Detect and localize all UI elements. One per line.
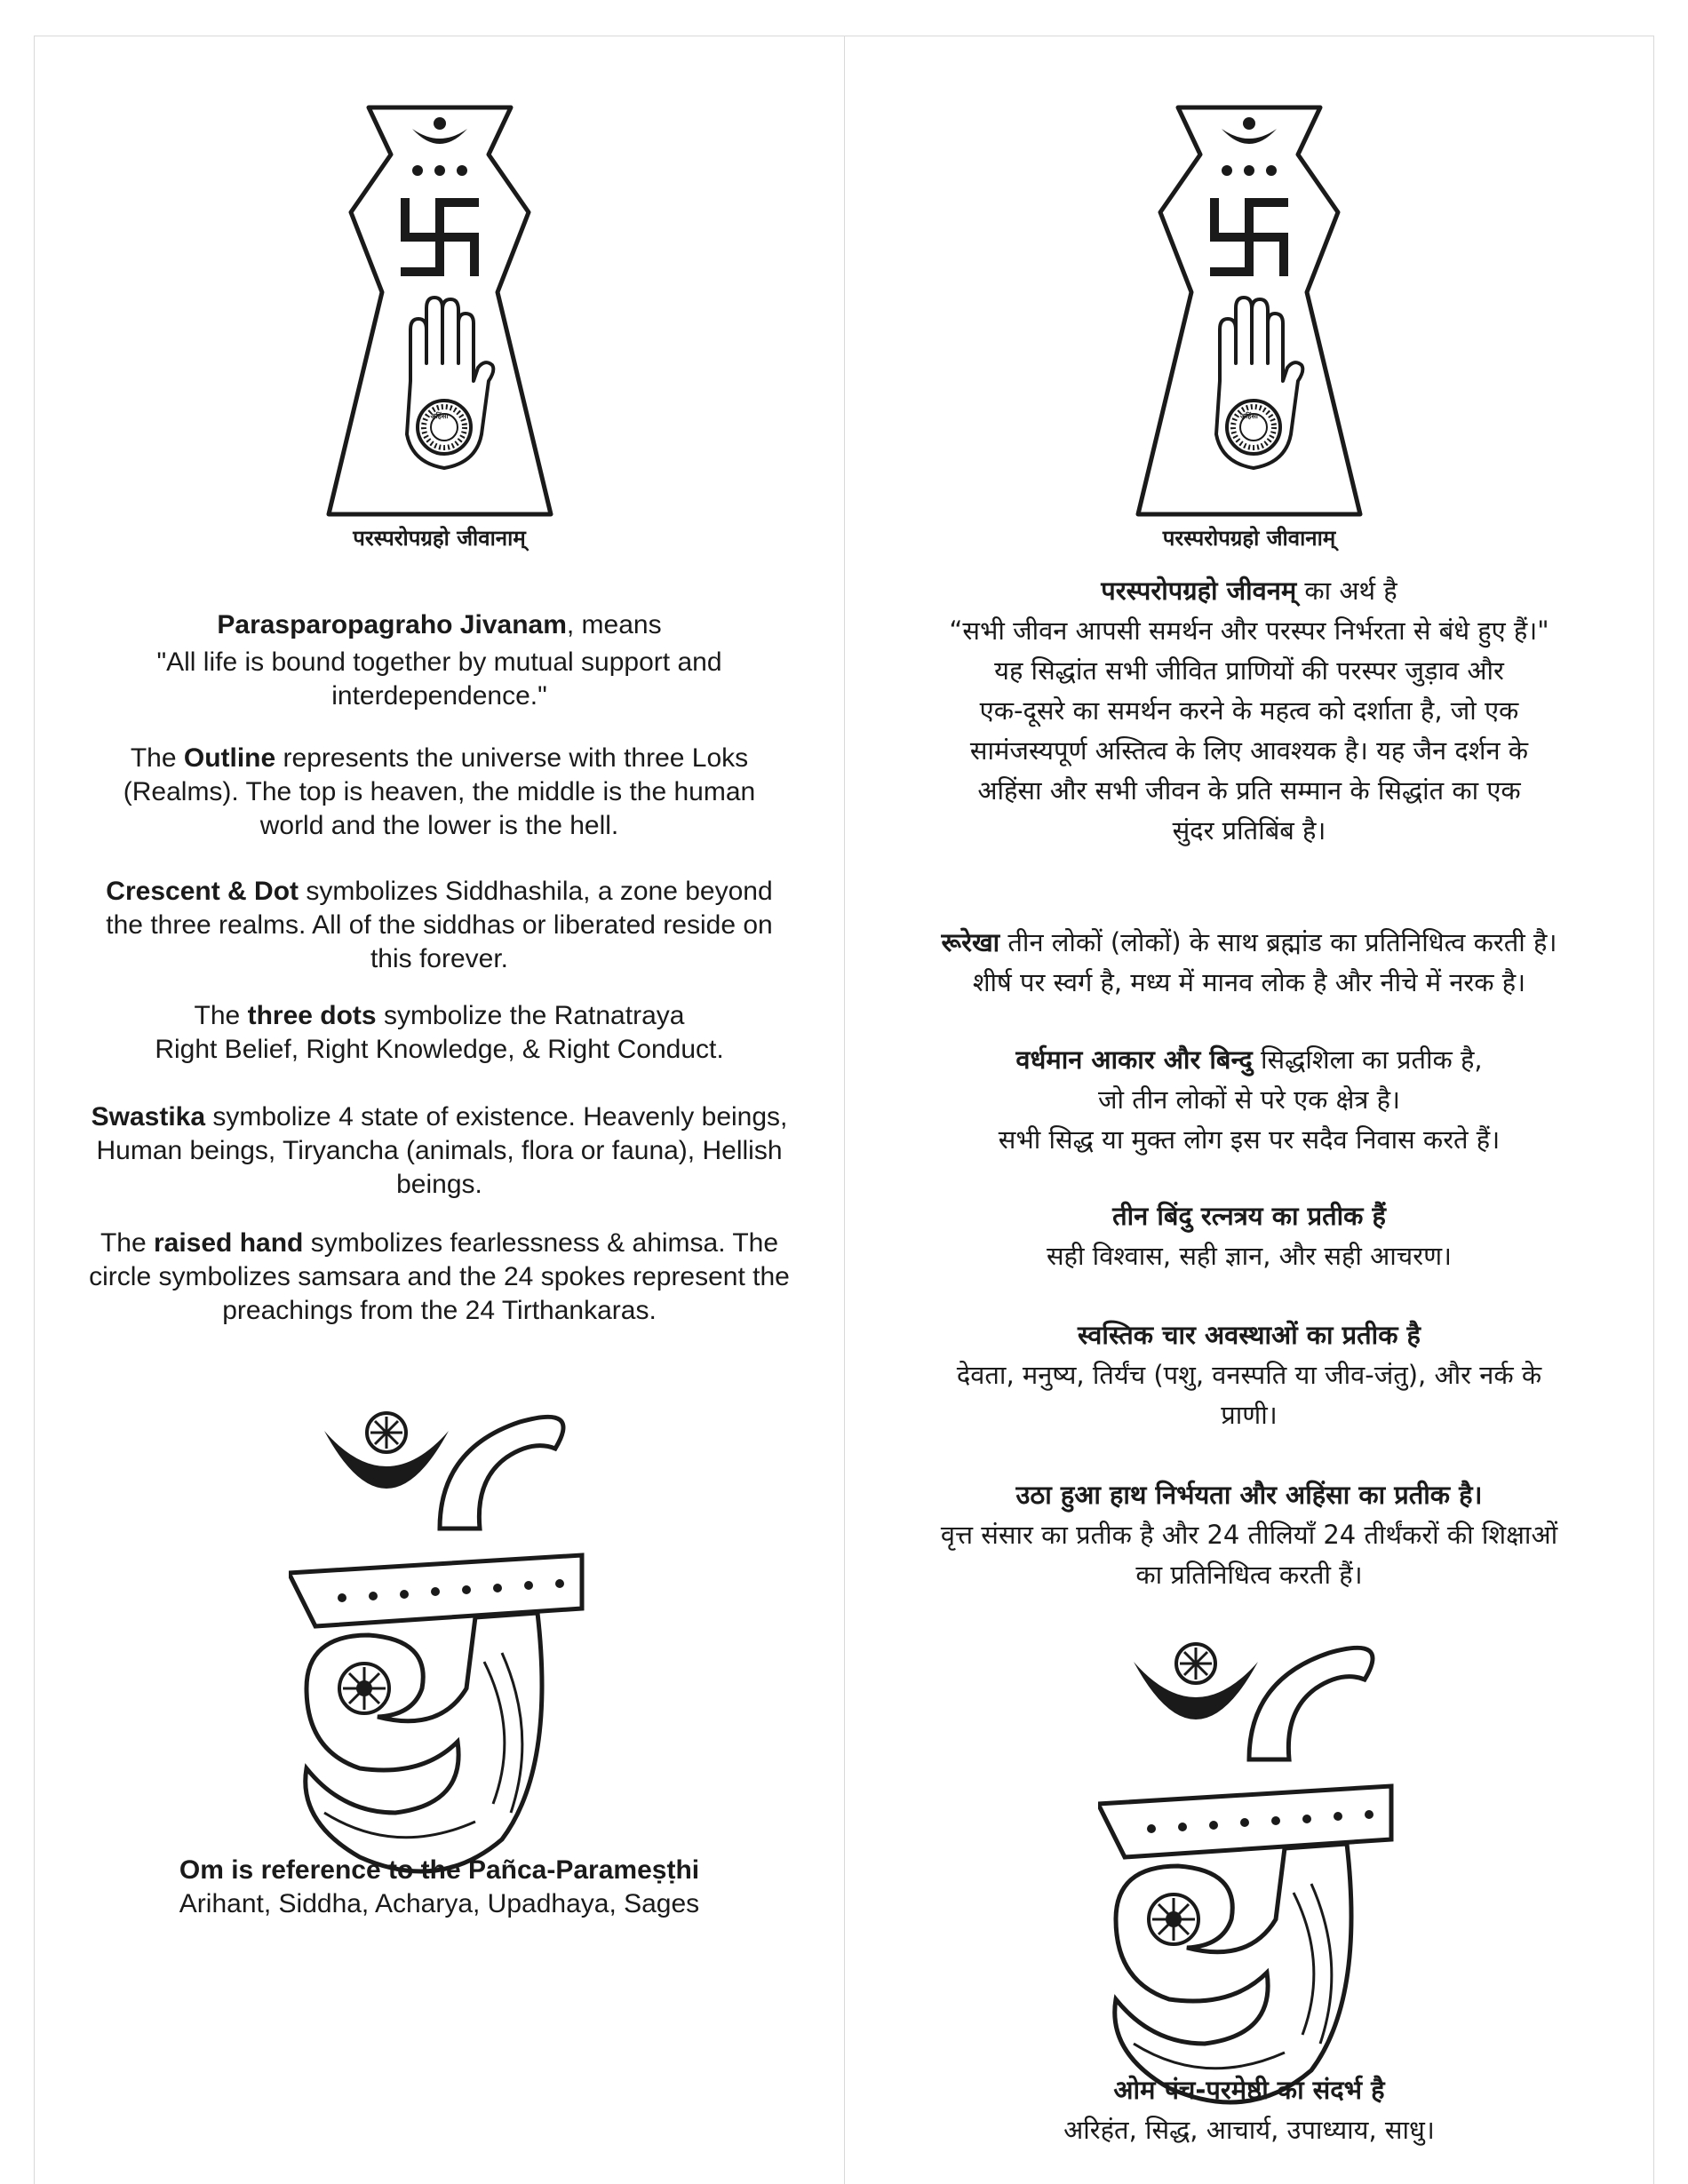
intro-block	[88, 608, 791, 713]
hand-text: symbolizes fearlessness & ahimsa. The circle symbolizes samsara and the 24 spokes represent the preachings from the 24 Tirthankaras.	[89, 1228, 790, 1325]
emblem-caption-hindi: परस्परोपग्रहो जीवानाम्	[1162, 526, 1336, 551]
jain-om	[35, 1395, 844, 1897]
hindi-panel	[844, 36, 1654, 2184]
swastika-block	[88, 1100, 791, 1202]
outline-text: represents the universe with three Loks (Realms). The top is heaven, the middle is the human world and the lower is the hell.	[123, 743, 756, 840]
om-names-hindi: अरिहंत, सिद्ध, आचार्य, उपाध्याय, साधु।	[1063, 2115, 1435, 2145]
jain-emblem	[35, 97, 844, 536]
crescent-term-hindi: वर्धमान आकार और बिन्दु	[1015, 1044, 1253, 1075]
hand-title-hindi: उठा हुआ हाथ निर्भयता और अहिंसा का प्रतीक है।	[1015, 1480, 1483, 1510]
om-names: Arihant, Siddha, Acharya, Upadhaya, Sages	[179, 1889, 700, 1918]
swastika-text: symbolize 4 state of existence. Heavenly beings, Human beings, Tiryancha (animals, flora or fauna), Hellish beings.	[96, 1102, 788, 1199]
jain-prateek-icon	[320, 97, 560, 532]
intro-block-hindi: परस्परोपग्रहो जीवनम् का अर्थ है “सभी जीवन आपसी समर्थन और परस्पर निर्भरता से बंधे हुए हैं।" यह सिद्धांत सभी जीवित प्राणियों की परस्पर जुड़ाव और एक-दूसरे का समर्थन करने के महत्व को दर्शाता है, जो एक सामंजस्यपूर्ण अस्तित्व के लिए आवश्यक है। यह जैन दर्शन के अहिंसा और सभी जीवन के प्रति सम्मान के सिद्धांत का एक सुंदर प्रतिबिंब है।	[863, 571, 1636, 851]
om-title-hindi: ओम पंच-परमेष्ठी का संदर्भ है	[1113, 2075, 1385, 2105]
swastika-term: Swastika	[91, 1102, 206, 1132]
intro-term: Parasparopagraho Jivanam	[217, 610, 567, 639]
jain-prateek-icon	[1129, 97, 1369, 532]
dots-line2: Right Belief, Right Knowledge, & Right Conduct.	[155, 1035, 724, 1064]
chakra-label: अहिंसा	[430, 412, 449, 420]
om-block	[88, 1854, 791, 1921]
chakra-label: अहिंसा	[1240, 412, 1258, 420]
jain-om-icon	[1098, 1626, 1400, 2124]
emblem-caption: परस्परोपग्रहो जीवानाम्	[353, 526, 526, 551]
crescent-block-hindi: वर्धमान आकार और बिन्दु सिद्धशिला का प्रतीक है, जो तीन लोकों से परे एक क्षेत्र है। सभी सिद्ध या मुक्त लोग इस पर सदैव निवास करते हैं।	[998, 1044, 1501, 1155]
om-block-hindi	[863, 2070, 1636, 2150]
outline-block-hindi: रूरेखा तीन लोकों (लोकों) के साथ ब्रह्मांड का प्रतिनिधित्व करती है। शीर्ष पर स्वर्ग है, मध्य में मानव लोक है और नीचे में नरक है।	[941, 927, 1557, 997]
dots-block: The three dots symbolize the Ratnatraya Right Belief, Right Knowledge, & Right Conduct.	[88, 999, 791, 1067]
intro-term-hindi: परस्परोपग्रहो जीवनम्	[1101, 576, 1297, 606]
outline-term-hindi: रूरेखा	[941, 927, 1000, 957]
dots-block-hindi: तीन बिंदु रत्नत्रय का प्रतीक हैं सही विश्वास, सही ज्ञान, और सही आचरण।	[863, 1196, 1636, 1276]
hand-block: The raised hand symbolizes fearlessness & ahimsa. The circle symbolizes samsara and the 24 spokes represent the preachings from the 24 Tirthankaras.	[89, 1228, 790, 1325]
swastika-title-hindi: स्वस्तिक चार अवस्थाओं का प्रतीक है	[1078, 1320, 1421, 1350]
swastika-block-hindi: स्वस्तिक चार अवस्थाओं का प्रतीक है देवता, मनुष्य, तिर्यंच (पशु, वनस्पति या जीव-जंतु), और नर्क के प्राणी।	[863, 1315, 1636, 1435]
jain-om-icon	[289, 1395, 591, 1893]
hand-block-hindi: उठा हुआ हाथ निर्भयता और अहिंसा का प्रतीक है। वृत्त संसार का प्रतीक है और 24 तीलियाँ 24 तीर्थंकरों की शिक्षाओं का प्रतिनिधित्व करती हैं।	[863, 1475, 1636, 1595]
crescent-term: Crescent & Dot	[106, 877, 299, 906]
outline-block: The Outline represents the universe with three Loks (Realms). The top is heaven, the middle is the human world and the lower is the hell.	[123, 743, 756, 840]
om-title: Om is reference to the Pañca-Parameṣṭhi	[179, 1855, 700, 1885]
intro-quote-hindi: “सभी जीवन आपसी समर्थन और परस्पर निर्भरता से बंधे हुए हैं।"	[949, 615, 1549, 646]
jain-emblem-hindi	[845, 97, 1653, 536]
crescent-text: symbolizes Siddhashila, a zone beyond the three realms. All of the siddhas or liberated reside on this forever.	[106, 877, 773, 973]
dots-text: symbolize the Ratnatraya	[376, 1001, 685, 1030]
crescent-block	[88, 875, 791, 976]
dots-term: three dots	[247, 1001, 377, 1030]
dots-title-hindi: तीन बिंदु रत्नत्रय का प्रतीक हैं	[1112, 1201, 1386, 1231]
intro-quote: "All life is bound together by mutual support and interdependence."	[156, 647, 722, 711]
english-panel	[34, 36, 844, 2184]
intro-means: , means	[566, 610, 662, 639]
jain-om-hindi	[845, 1626, 1653, 2128]
hand-term: raised hand	[153, 1228, 304, 1258]
outline-term: Outline	[183, 743, 276, 773]
